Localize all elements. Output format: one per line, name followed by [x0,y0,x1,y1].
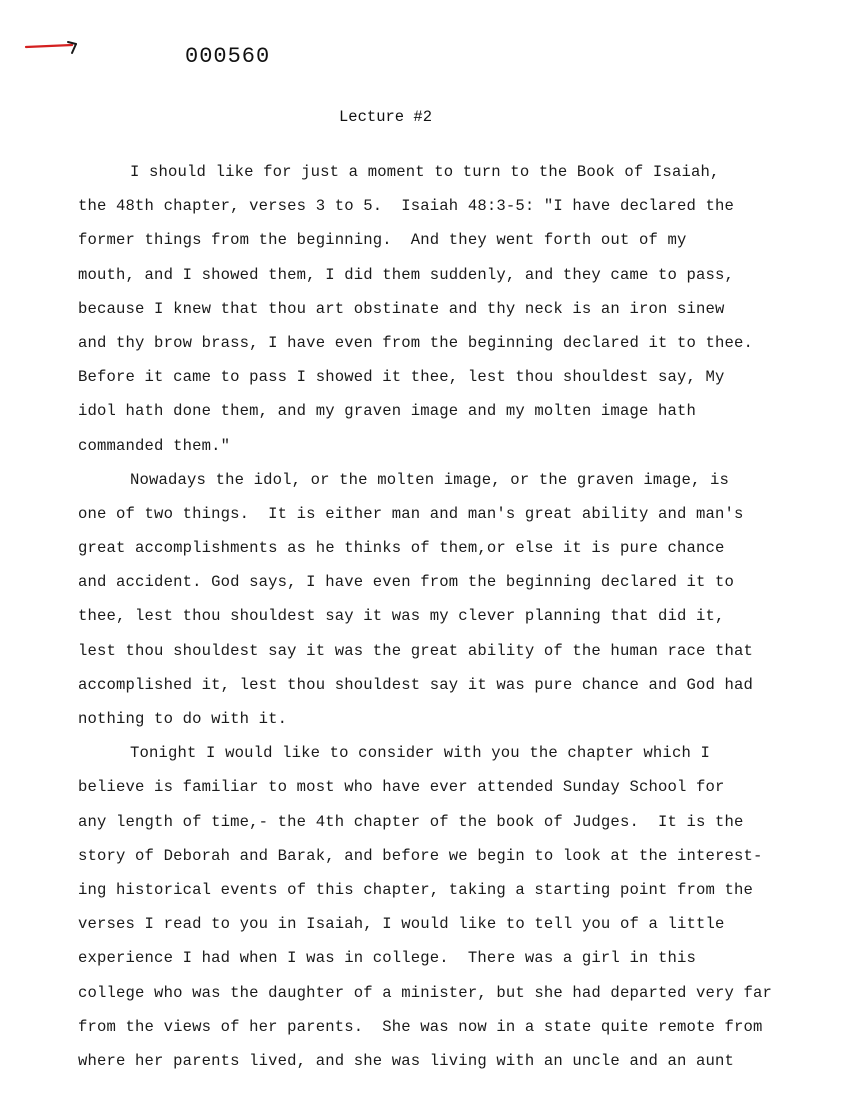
text-line: believe is familiar to most who have ever attended Sunday School for [78,778,725,797]
text-line: Tonight I would like to consider with you the chapter which I [130,744,710,763]
lecture-title: Lecture #2 [339,108,433,126]
text-line: accomplished it, lest thou shouldest say it was pure chance and God had [78,675,754,694]
text-line: experience I had when I was in college. There was a girl in this [78,949,697,968]
text-line: because I knew that thou art obstinate and thy neck is an iron sinew [78,299,725,318]
text-line: I should like for just a moment to turn to the Book of Isaiah, [130,163,720,181]
text-line: Before it came to pass I showed it thee, lest thou shouldest say, My [78,368,725,387]
text-line: verses I read to you in Isaiah, I would like to tell you of a little [78,915,725,934]
text-line: where her parents lived, and she was living with an uncle and an aunt [78,1051,735,1070]
text-line: Nowadays the idol, or the molten image, or the graven image, is [130,470,729,489]
text-line: mouth, and I showed them, I did them suddenly, and they came to pass, [78,265,735,284]
text-line: ing historical events of this chapter, taking a starting point from the [78,880,754,899]
text-line: one of two things. It is either man and man's great ability and man's [78,504,744,523]
text-line: former things from the beginning. And they went forth out of my [78,231,687,250]
text-line: any length of time,- the 4th chapter of the book of Judges. It is the [78,812,744,831]
text-line: idol hath done them, and my graven image and my molten image hath [78,402,697,421]
text-line: nothing to do with it. [78,710,288,728]
text-line: lest thou shouldest say it was the great ability of the human race that [78,641,754,660]
page-number: 000560 [185,44,271,69]
text-line: the 48th chapter, verses 3 to 5. Isaiah 48:3-5: "I have declared the [78,197,735,216]
text-line: thee, lest thou shouldest say it was my clever planning that did it, [78,607,725,626]
body-text [78,155,818,1078]
text-line: commanded them." [78,436,231,455]
text-line: great accomplishments as he thinks of them,or else it is pure chance [78,539,725,558]
red-pen-mark [22,38,82,56]
text-line: story of Deborah and Barak, and before we begin to look at the interest- [78,846,763,865]
text-line: and thy brow brass, I have even from the beginning declared it to thee. [78,333,754,352]
text-line: college who was the daughter of a minister, but she had departed very far [78,983,773,1002]
text-line: from the views of her parents. She was now in a state quite remote from [78,1017,763,1036]
text-line: and accident. God says, I have even from the beginning declared it to [78,573,735,592]
